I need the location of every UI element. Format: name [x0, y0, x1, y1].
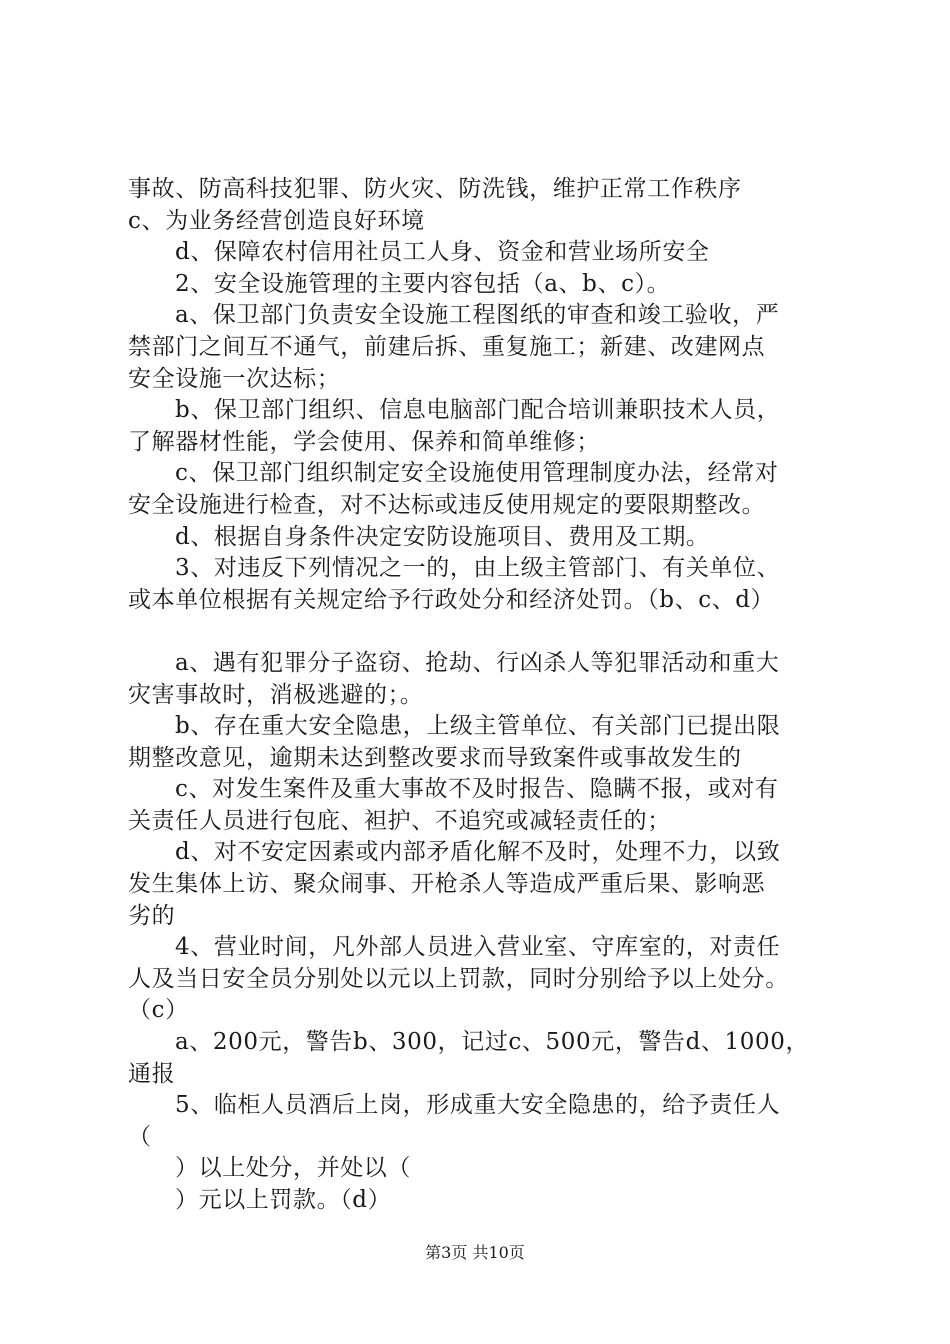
text-line: 2、安全设施管理的主要内容包括（a、b、c）。 — [175, 270, 671, 297]
text-line: 安全设施一次达标； — [128, 365, 341, 392]
text-line: b、存在重大安全隐患，上级主管单位、有关部门已提出限 — [175, 713, 781, 740]
text-line: a、保卫部门负责安全设施工程图纸的审查和竣工验收，严 — [175, 302, 780, 329]
text-line: 安全设施进行检查，对不达标或违反使用规定的要限期整改。 — [128, 491, 766, 518]
text-line: 劣的 — [128, 902, 176, 929]
text-line: d、保障农村信用社员工人身、资金和营业场所安全 — [175, 239, 710, 266]
text-line: d、对不安定因素或内部矛盾化解不及时，处理不力，以致 — [175, 839, 781, 866]
text-line: a、遇有犯罪分子盗窃、抢劫、行凶杀人等犯罪活动和重大 — [175, 649, 780, 676]
text-line: d、根据自身条件决定安防设施项目、费用及工期。 — [175, 523, 710, 550]
text-line: c、为业务经营创造良好环境 — [128, 207, 425, 234]
text-line: 期整改意见，逾期未达到整改要求而导致案件或事故发生的 — [128, 744, 742, 771]
text-line: 通报 — [128, 1060, 176, 1087]
text-line: 事故、防高科技犯罪、防火灾、防洗钱，维护正常工作秩序 — [128, 176, 742, 202]
text-line: ）元以上罚款。（d） — [175, 1187, 392, 1213]
text-line: 关责任人员进行包庇、袒护、不追究或减轻责任的； — [128, 807, 671, 834]
text-line: 4、营业时间，凡外部人员进入营业室、守库室的，对责任 — [175, 934, 781, 961]
text-line: c、保卫部门组织制定安全设施使用管理制度办法，经常对 — [175, 460, 779, 487]
text-line: ）以上处分，并处以（ — [175, 1155, 411, 1182]
document-body — [128, 174, 843, 1217]
text-line: 发生集体上访、聚众闹事、开枪杀人等造成严重后果、影响恶 — [128, 871, 766, 898]
text-line: （c） — [128, 997, 189, 1024]
text-line: b、保卫部门组织、信息电脑部门配合培训兼职技术人员， — [175, 397, 781, 424]
text-line: 5、临柜人员酒后上岗，形成重大安全隐患的，给予责任人 — [175, 1092, 781, 1119]
page-number-footer: 第3页 共10页 — [425, 1243, 525, 1262]
text-line: 灾害事故时，消极逃避的；。 — [128, 681, 424, 708]
text-line: a、200元，警告b、300，记过c、500元，警告d、1000， — [175, 1029, 810, 1056]
text-line: （ — [128, 1123, 152, 1150]
text-line: c、对发生案件及重大事故不及时报告、隐瞒不报，或对有 — [175, 776, 779, 803]
text-line: 人及当日安全员分别处以元以上罚款，同时分别给予以上处分。 — [128, 965, 789, 992]
blank-line — [128, 616, 843, 648]
text-line: 3、对违反下列情况之一的，由上级主管部门、有关单位、 — [175, 555, 781, 582]
text-line: 了解器材性能，学会使用、保养和简单维修； — [128, 428, 600, 455]
text-line: 禁部门之间互不通气，前建后拆、重复施工；新建、改建网点 — [128, 333, 766, 360]
text-line: 或本单位根据有关规定给予行政处分和经济处罚。（b、c、d） — [128, 586, 775, 613]
